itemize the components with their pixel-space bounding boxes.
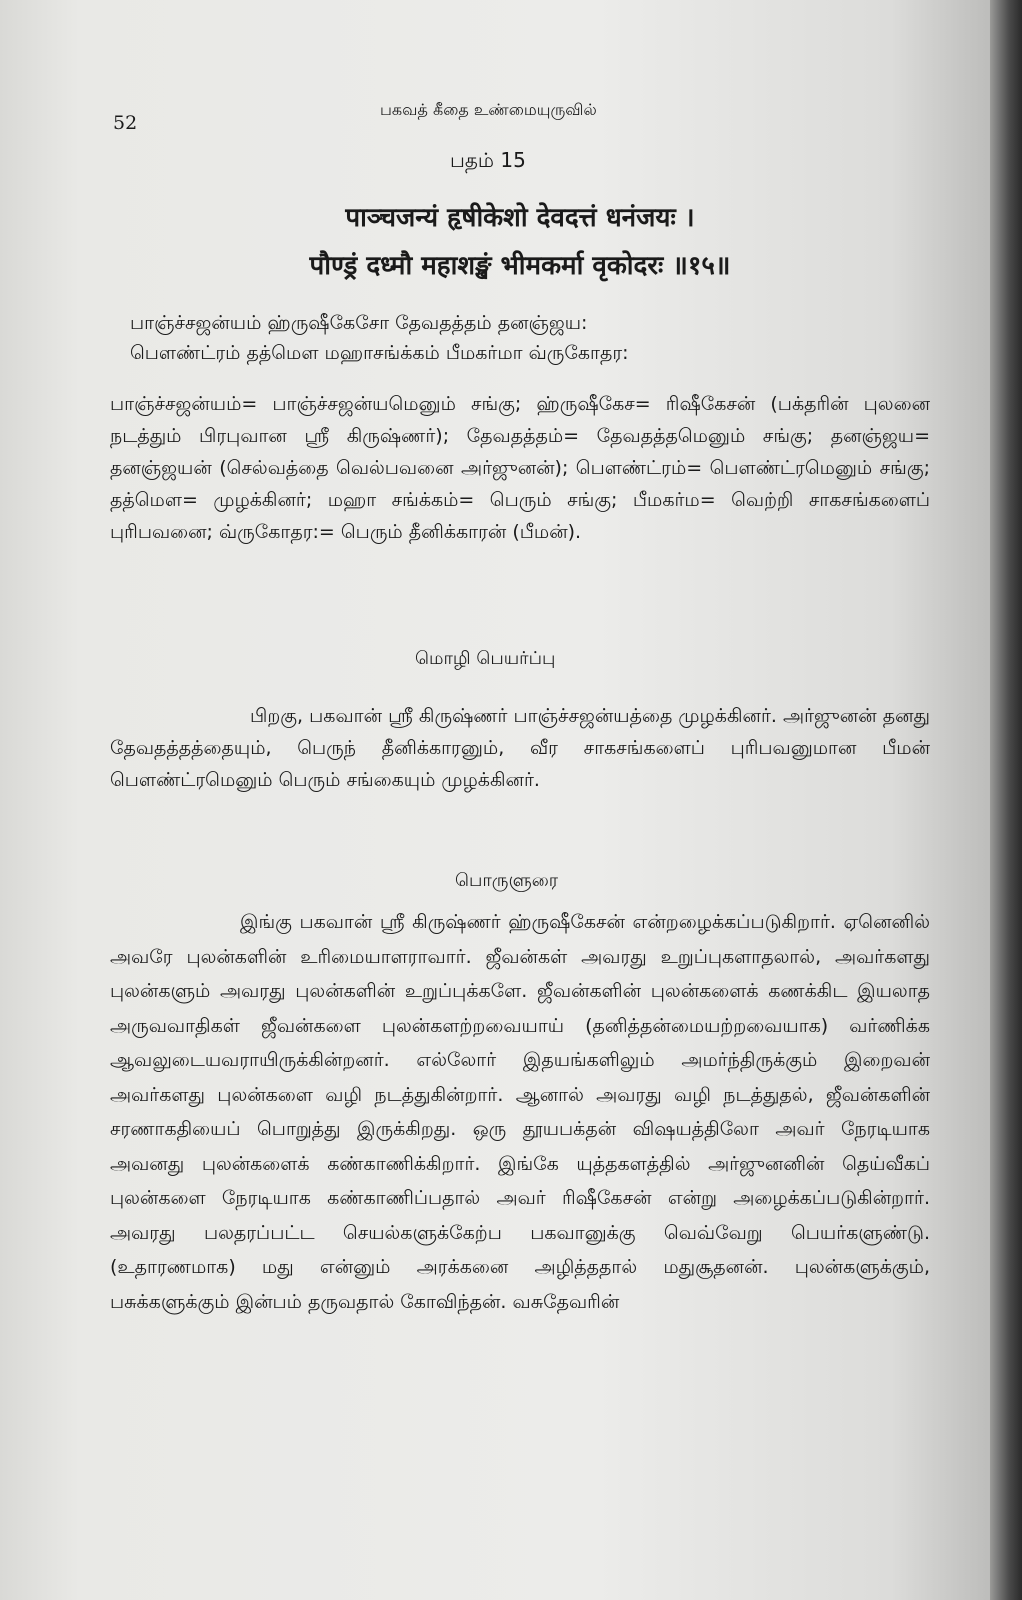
transliteration-line-2: பௌண்ட்ரம் தத்மௌ மஹாசங்க்கம் பீமகர்மா வ்ருகோதர: [130,342,629,364]
translation-paragraph: பிறகு, பகவான் ஸ்ரீ கிருஷ்ணர் பாஞ்ச்சஜன்யத்தை முழக்கினர். அர்ஜுனன் தனது தேவதத்தத்தையும், பெருந் தீனிக்காரனும், வீர சாகசங்களைப் புரிபவனுமான பீமன் பௌண்ட்ரமெனும் பெரும் சங்கையும் முழக்கினர். [110,705,930,791]
book-spine-shadow [990,0,1022,1600]
text-number: பதம் 15 [450,148,526,172]
page-number: 52 [113,112,138,134]
sanskrit-verse-line-2: पौण्ड्रं दध्मौ महाशङ्खं भीमकर्मा वृकोदरः ॥१५॥ [309,251,731,281]
translation-heading: மொழி பெயர்ப்பு [415,648,556,669]
sanskrit-verse-line-1: पाञ्चजन्यं हृषीकेशो देवदत्तं धनंजयः । [345,203,695,233]
purport-heading: பொருளுரை [455,870,559,891]
transliteration-line-1: பாஞ்ச்சஜன்யம் ஹ்ருஷீகேசோ தேவதத்தம் தனஞ்ஜய: [130,312,588,334]
synonyms-paragraph: பாஞ்ச்சஜன்யம்= பாஞ்ச்சஜன்யமெனும் சங்கு; ஹ்ருஷீகேச= ரிஷீகேசன் (பக்தரின் புலனை நடத்தும் பிரபுவான ஸ்ரீ கிருஷ்ணர்); தேவதத்தம்= தேவதத்தமெனும் சங்கு; தனஞ்ஜய= தனஞ்ஜயன் (செல்வத்தை வெல்பவனை அர்ஜுனன்); பௌண்ட்ரம்= பௌண்ட்ரமெனும் சங்கு; தத்மௌ= முழக்கினர்; மஹா சங்க்கம்= பெரும் சங்கு; பீமகர்ம= வெற்றி சாகசங்களைப் புரிபவனை; வ்ருகோதர:= பெரும் தீனிக்காரன் (பீமன்). [110,393,930,543]
purport-paragraph: இங்கு பகவான் ஸ்ரீ கிருஷ்ணர் ஹ்ருஷீகேசன் என்றழைக்கப்படுகிறார். ஏனெனில் அவரே புலன்களின் உரிமையாளராவார். ஜீவன்கள் அவரது உறுப்புகளாதலால், அவர்களது புலன்களும் அவரது புலன்களின் உறுப்புக்களே. ஜீவன்களின் புலன்களைக் கணக்கிட இயலாத அருவவாதிகள் ஜீவன்களை புலன்களற்றவையாய் (தனித்தன்மையற்றவையாக) வர்ணிக்க ஆவலுடையவராயிருக்கின்றனர். எல்லோர் இதயங்களிலும் அமர்ந்திருக்கும் இறைவன் அவர்களது புலன்களை வழி நடத்துகின்றார். ஆனால் அவரது வழி நடத்துதல், ஜீவன்களின் சரணாகதியைப் பொறுத்து இருக்கிறது. ஒரு தூயபக்தன் விஷயத்திலோ அவர் நேரடியாக அவனது புலன்களைக் கண்காணிக்கிறார். இங்கே யுத்தகளத்தில் அர்ஜுனனின் தெய்வீகப் புலன்களை நேரடியாக கண்காணிப்பதால் அவர் ரிஷீகேசன் என்று அழைக்கப்படுகின்றார். அவரது பலதரப்பட்ட செயல்களுக்கேற்ப பகவானுக்கு வெவ்வேறு பெயர்களுண்டு. (உதாரணமாக) மது என்னும் அரக்கனை அழித்ததால் மதுசூதனன். புலன்களுக்கும், பசுக்களுக்கும் இன்பம் தருவதால் கோவிந்தன். வசுதேவரின் [110,911,930,1313]
running-head: பகவத் கீதை உண்மையுருவில் [380,100,597,119]
